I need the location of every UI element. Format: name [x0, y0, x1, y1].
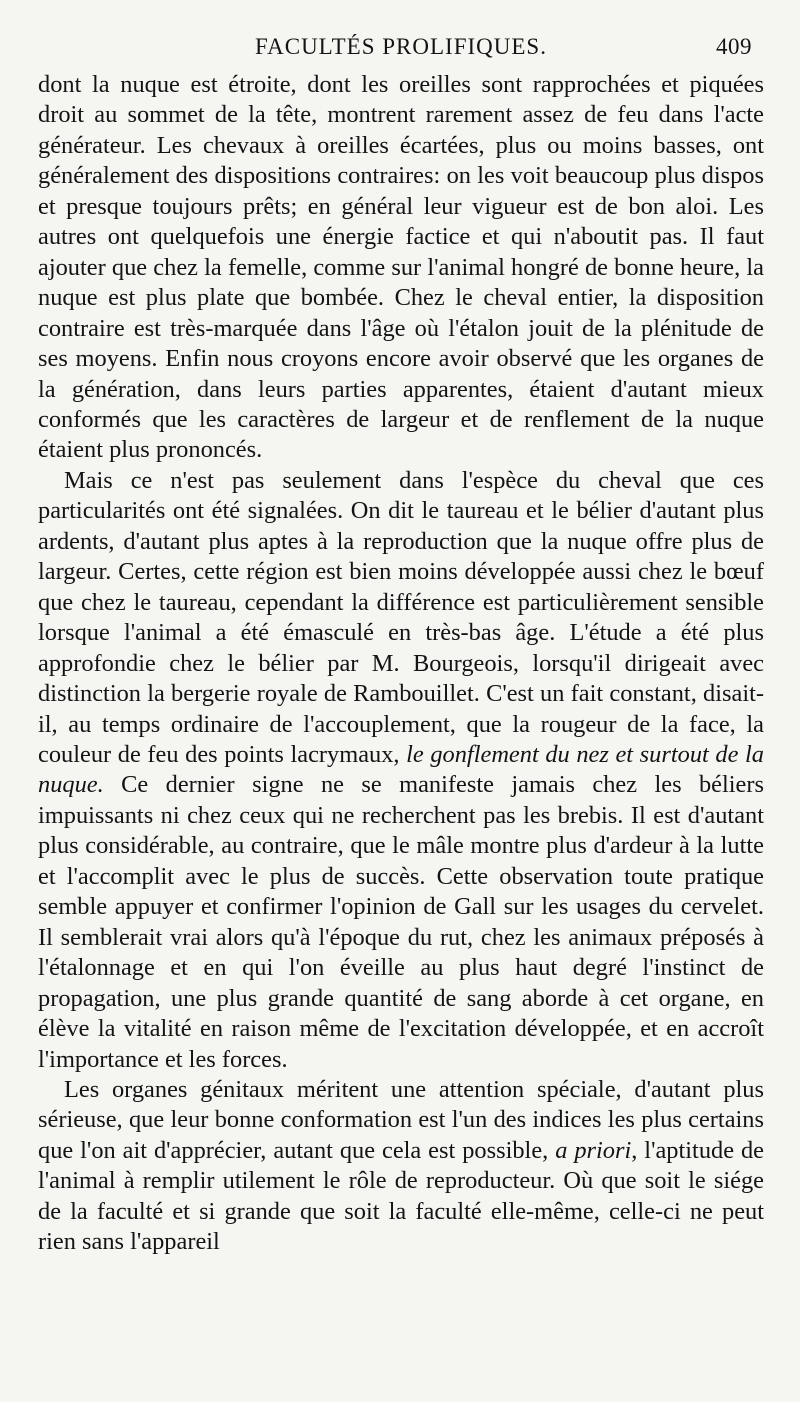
running-title: FACULTÉS PROLIFIQUES.	[255, 34, 547, 59]
body-text	[38, 70, 764, 1258]
paragraph-1	[38, 70, 764, 466]
paragraph-1-text: dont la nuque est étroite, dont les oreilles sont rapprochées et piquées droit au sommet de la tête, montrent rarement assez de feu dans l'acte générateur. Les chevaux à oreilles écartées, plus ou moins basses, ont généralement des dispositions contraires: on les voit beaucoup plus dispos et presque toujours prêts; en général leur vigueur est de bon aloi. Les autres ont quelquefois une énergie factice et qui n'aboutit pas. Il faut ajouter que chez la femelle, comme sur l'animal hongré de bonne heure, la nuque est plus plate que bombée. Chez le cheval entier, la disposition contraire est très-marquée dans l'âge où l'étalon jouit de la plénitude de ses moyens. Enfin nous croyons encore avoir observé que les organes de la génération, dans leurs parties apparentes, étaient d'autant mieux conformés que les caractères de largeur et de renflement de la nuque étaient plus prononcés.	[38, 71, 764, 464]
paragraph-2-italic-quote: le gonflement du nez et surtout de la nuque.	[38, 740, 764, 799]
paragraph-3-italic-term: a priori	[555, 1136, 632, 1164]
paragraph-2-text-before: Mais ce n'est pas seulement dans l'espèce du cheval que ces particularités ont été signalées. On dit le taureau et le bélier d'autant plus ardents, d'autant plus aptes à la reproduction que la nuque offre plus de largeur. Certes, cette région est bien moins développée aussi chez le bœuf que chez le taureau, cependant la différence est particulièrement sensible lorsque l'animal a été émasculé en très-bas âge. L'étude a été plus approfondie chez le bélier par M. Bourgeois, lorsqu'il dirigeait avec distinction la bergerie royale de Rambouillet. C'est un fait constant, disait-il, au temps ordinaire de l'accouplement, que la rougeur de la face, la couleur de feu des points lacrymaux,	[38, 466, 764, 768]
paragraph-3	[38, 1075, 764, 1258]
page-number: 409	[716, 34, 752, 59]
paragraph-3-text-after: , l'aptitude de l'animal à remplir utilement le rôle de reproducteur. Où que soit le siége de la faculté et si grande que soit la faculté elle-même, celle-ci ne peut rien sans l'appareil	[38, 1136, 764, 1256]
paragraph-2	[38, 466, 764, 1075]
running-header	[38, 26, 764, 70]
paragraph-3-text-before: Les organes génitaux méritent une attention spéciale, d'autant plus sérieuse, que leur bonne conformation est l'un des indices les plus certains que l'on ait d'apprécier, autant que cela est possible,	[38, 1075, 764, 1164]
paragraph-2-text-after: Ce dernier signe ne se manifeste jamais chez les béliers impuissants ni chez ceux qui ne recherchent pas les brebis. Il est d'autant plus considérable, au contraire, que le mâle montre plus d'ardeur à la lutte et l'accomplit avec le plus de succès. Cette observation toute pratique semble appuyer et confirmer l'opinion de Gall sur les usages du cervelet. Il semblerait vrai alors qu'à l'époque du rut, chez les animaux préposés à l'étalonnage et en qui l'on éveille au plus haut degré l'instinct de propagation, une plus grande quantité de sang aborde à cet organe, en élève la vitalité en raison même de l'excitation développée, et en accroît l'importance et les forces.	[38, 771, 764, 1073]
